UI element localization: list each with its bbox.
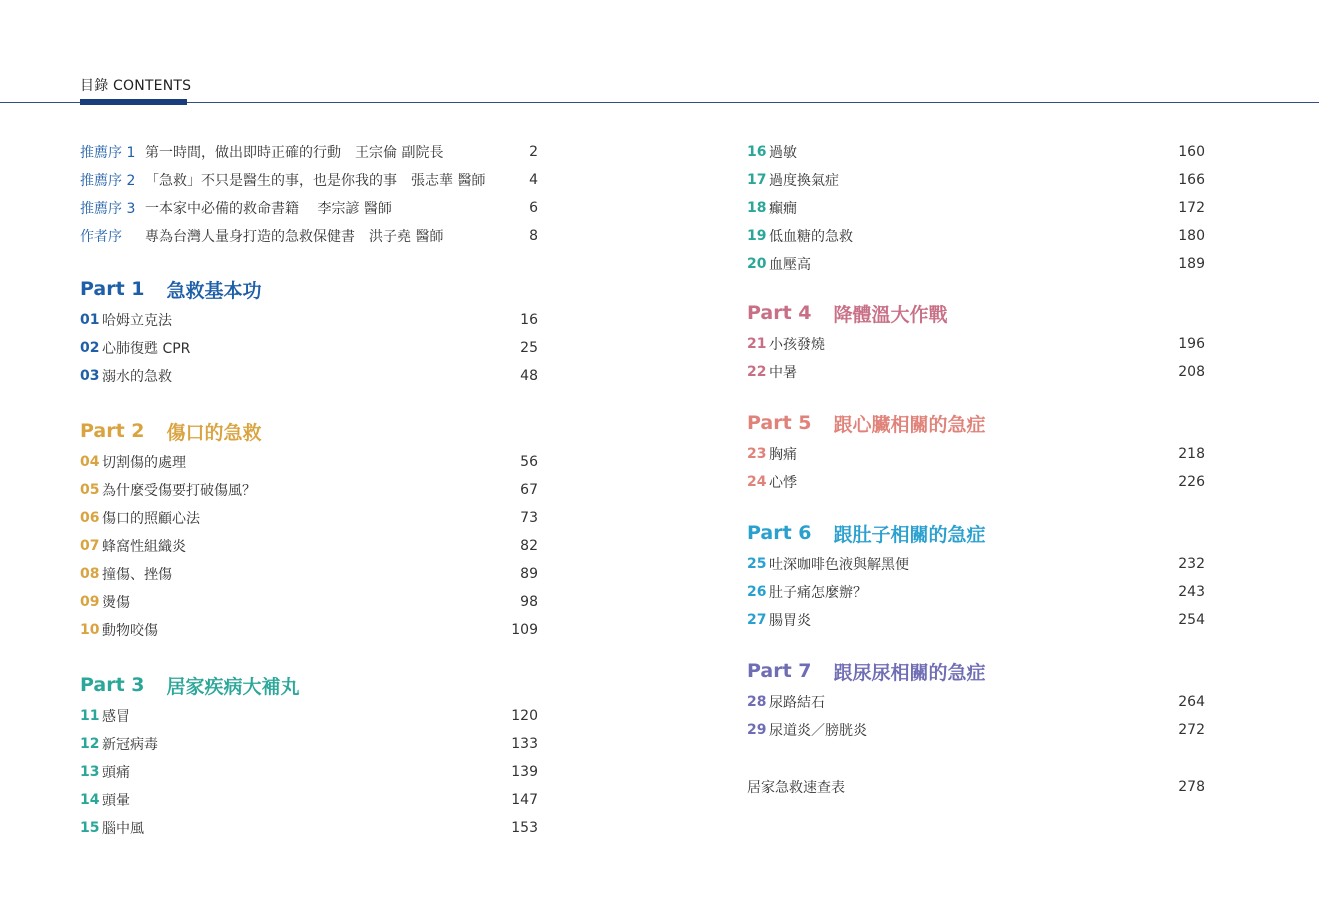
toc-entry[interactable] [747, 688, 1205, 716]
toc-entry[interactable] [80, 758, 538, 786]
entry-title: 尿道炎／膀胱炎 [769, 723, 867, 739]
toc-entry[interactable] [747, 716, 1205, 744]
toc-entry[interactable] [80, 588, 538, 616]
part-label: Part 1 [80, 278, 145, 300]
entry-number: 21 [747, 336, 767, 352]
entry-title: 哈姆立克法 [102, 313, 172, 329]
header-rule [0, 102, 1319, 103]
toc-entry[interactable] [80, 702, 538, 730]
entry-title: 血壓高 [769, 257, 811, 273]
appendix-page: 278 [1178, 779, 1205, 795]
appendix-entry[interactable] [747, 773, 1205, 801]
entry-number: 26 [747, 584, 767, 600]
entry-page: 264 [1178, 694, 1205, 710]
toc-entry[interactable] [747, 330, 1205, 358]
entry-page: 180 [1178, 228, 1205, 244]
appendix-title: 居家急救速查表 [747, 780, 845, 796]
entry-title: 腦中風 [102, 821, 144, 837]
toc-entry[interactable] [747, 578, 1205, 606]
part-3-heading[interactable] [80, 670, 538, 700]
entry-title: 腸胃炎 [769, 613, 811, 629]
entry-title: 溺水的急救 [102, 369, 172, 385]
entry-page: 208 [1178, 364, 1205, 380]
entry-number: 05 [80, 482, 100, 498]
entry-page: 139 [511, 764, 538, 780]
toc-entry[interactable] [80, 334, 538, 362]
entry-number: 03 [80, 368, 100, 384]
toc-entry[interactable] [80, 786, 538, 814]
part-label: Part 5 [747, 412, 812, 434]
entry-number: 22 [747, 364, 767, 380]
entry-number: 01 [80, 312, 100, 328]
entry-page: 67 [520, 482, 538, 498]
entry-title: 低血糖的急救 [769, 229, 853, 245]
entry-title: 過度換氣症 [769, 173, 839, 189]
toc-entry[interactable] [80, 504, 538, 532]
preface-page: 2 [529, 144, 538, 160]
part-title: 降體溫大作戰 [833, 303, 948, 326]
part-6-heading[interactable] [747, 518, 1205, 548]
toc-entry[interactable] [80, 532, 538, 560]
preface-page: 8 [529, 228, 538, 244]
entry-page: 232 [1178, 556, 1205, 572]
toc-entry[interactable] [80, 306, 538, 334]
part-label: Part 6 [747, 522, 812, 544]
part-1-heading[interactable] [80, 274, 538, 304]
toc-entry[interactable] [747, 138, 1205, 166]
entry-page: 160 [1178, 144, 1205, 160]
entry-page: 218 [1178, 446, 1205, 462]
entry-title: 新冠病毒 [102, 737, 158, 753]
entry-title: 燙傷 [102, 595, 130, 611]
toc-entry[interactable] [80, 616, 538, 644]
entry-page: 153 [511, 820, 538, 836]
entry-title: 吐深咖啡色液與解黑便 [769, 557, 909, 573]
entry-number: 07 [80, 538, 100, 554]
entry-number: 11 [80, 708, 100, 724]
toc-right-column [747, 138, 1205, 801]
entry-page: 226 [1178, 474, 1205, 490]
entry-number: 15 [80, 820, 100, 836]
entry-page: 254 [1178, 612, 1205, 628]
toc-entry[interactable] [80, 362, 538, 390]
preface-page: 6 [529, 200, 538, 216]
entry-page: 189 [1178, 256, 1205, 272]
part-title: 跟肚子相關的急症 [833, 523, 986, 546]
part-2-heading[interactable] [80, 416, 538, 446]
part-title: 跟尿尿相關的急症 [833, 661, 986, 684]
entry-page: 166 [1178, 172, 1205, 188]
preface-title: 一本家中必備的救命書籍 李宗諺 醫師 [145, 201, 392, 217]
entry-page: 56 [520, 454, 538, 470]
part-title: 居家疾病大補丸 [166, 675, 300, 698]
entry-title: 為什麼受傷要打破傷風？ [102, 483, 256, 499]
part-label: Part 2 [80, 420, 145, 442]
toc-entry[interactable] [80, 560, 538, 588]
entry-title: 心悸 [769, 475, 797, 491]
entry-number: 04 [80, 454, 100, 470]
toc-entry[interactable] [747, 166, 1205, 194]
entry-number: 24 [747, 474, 767, 490]
entry-number: 29 [747, 722, 767, 738]
preface-label: 作者序 [80, 229, 122, 245]
entry-title: 撞傷、挫傷 [102, 567, 172, 583]
entry-title: 頭暈 [102, 793, 130, 809]
entry-number: 16 [747, 144, 767, 160]
entry-page: 147 [511, 792, 538, 808]
entry-number: 25 [747, 556, 767, 572]
entry-number: 18 [747, 200, 767, 216]
part-4-heading[interactable] [747, 298, 1205, 328]
part-label: Part 3 [80, 674, 145, 696]
entry-page: 109 [511, 622, 538, 638]
entry-page: 48 [520, 368, 538, 384]
entry-title: 肚子痛怎麼辦？ [769, 585, 867, 601]
entry-title: 頭痛 [102, 765, 130, 781]
entry-title: 小孩發燒 [769, 337, 825, 353]
entry-number: 28 [747, 694, 767, 710]
part-7-heading[interactable] [747, 656, 1205, 686]
toc-entry[interactable] [747, 194, 1205, 222]
entry-page: 272 [1178, 722, 1205, 738]
toc-entry[interactable] [747, 468, 1205, 496]
entry-page: 172 [1178, 200, 1205, 216]
part-title: 傷口的急救 [166, 421, 262, 444]
entry-page: 133 [511, 736, 538, 752]
preface-row[interactable] [80, 138, 538, 166]
entry-page: 82 [520, 538, 538, 554]
toc-entry[interactable] [80, 476, 538, 504]
entry-number: 20 [747, 256, 767, 272]
entry-title: 中暑 [769, 365, 797, 381]
entry-number: 13 [80, 764, 100, 780]
entry-title: 感冒 [102, 709, 130, 725]
preface-row[interactable] [80, 222, 538, 250]
toc-entry[interactable] [80, 730, 538, 758]
entry-title: 尿路結石 [769, 695, 825, 711]
preface-label: 推薦序 3 [80, 201, 136, 217]
toc-entry[interactable] [80, 814, 538, 842]
entry-number: 19 [747, 228, 767, 244]
toc-entry[interactable] [747, 606, 1205, 634]
preface-row[interactable] [80, 194, 538, 222]
preface-row[interactable] [80, 166, 538, 194]
toc-entry[interactable] [80, 448, 538, 476]
entry-page: 16 [520, 312, 538, 328]
entry-title: 蜂窩性組織炎 [102, 539, 186, 555]
preface-title: 「急救」不只是醫生的事，也是你我的事 張志華 醫師 [145, 173, 486, 189]
part-label: Part 7 [747, 660, 812, 682]
entry-number: 02 [80, 340, 100, 356]
entry-page: 243 [1178, 584, 1205, 600]
header-accent-bar [80, 99, 187, 105]
entry-title: 過敏 [769, 145, 797, 161]
toc-entry[interactable] [747, 440, 1205, 468]
entry-number: 06 [80, 510, 100, 526]
entry-number: 09 [80, 594, 100, 610]
preface-title: 第一時間，做出即時正確的行動 王宗倫 副院長 [145, 145, 444, 161]
part-label: Part 4 [747, 302, 812, 324]
entry-number: 10 [80, 622, 100, 638]
entry-title: 切割傷的處理 [102, 455, 186, 471]
part-5-heading[interactable] [747, 408, 1205, 438]
entry-title: 心肺復甦 CPR [102, 341, 191, 357]
entry-number: 27 [747, 612, 767, 628]
header-title: 目錄 CONTENTS [80, 78, 192, 94]
entry-number: 17 [747, 172, 767, 188]
entry-page: 73 [520, 510, 538, 526]
part-title: 急救基本功 [166, 279, 262, 302]
preface-label: 推薦序 2 [80, 173, 136, 189]
entry-title: 癲癇 [769, 201, 797, 217]
entry-page: 89 [520, 566, 538, 582]
entry-page: 25 [520, 340, 538, 356]
entry-title: 動物咬傷 [102, 623, 158, 639]
preface-label: 推薦序 1 [80, 145, 136, 161]
entry-number: 23 [747, 446, 767, 462]
entry-title: 傷口的照顧心法 [102, 511, 200, 527]
toc-entry[interactable] [747, 222, 1205, 250]
entry-page: 120 [511, 708, 538, 724]
entry-page: 196 [1178, 336, 1205, 352]
entry-title: 胸痛 [769, 447, 797, 463]
toc-entry[interactable] [747, 358, 1205, 386]
preface-title: 專為台灣人量身打造的急救保健書 洪子堯 醫師 [145, 229, 444, 245]
toc-left-column [80, 138, 538, 842]
entry-number: 14 [80, 792, 100, 808]
entry-number: 12 [80, 736, 100, 752]
entry-page: 98 [520, 594, 538, 610]
toc-entry[interactable] [747, 250, 1205, 278]
preface-page: 4 [529, 172, 538, 188]
entry-number: 08 [80, 566, 100, 582]
part-title: 跟心臟相關的急症 [833, 413, 986, 436]
toc-entry[interactable] [747, 550, 1205, 578]
